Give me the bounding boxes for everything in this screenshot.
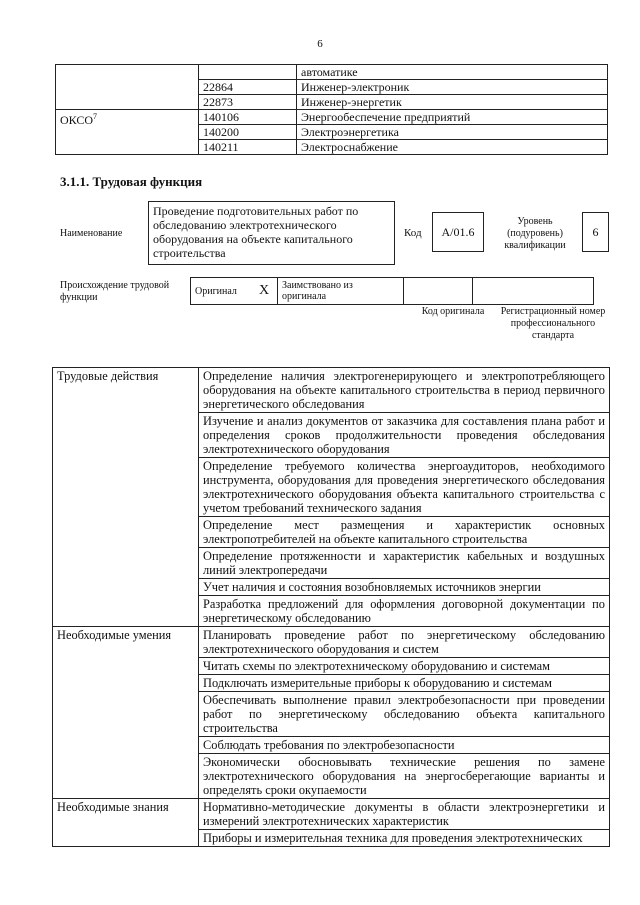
okso-label: ОКСО <box>60 113 94 127</box>
okso-code: 140211 <box>199 140 297 155</box>
item-text: Подключать измерительные приборы к оборудованию и системам <box>199 675 610 692</box>
item-text: Нормативно-методические документы в области электроэнергетики и измерений электротехнических характеристик <box>199 799 610 830</box>
item-text: Планировать проведение работ по энергетическому обследованию электротехнического оборудования и систем <box>199 627 610 658</box>
okso-code: 140200 <box>199 125 297 140</box>
item-text: Читать схемы по электротехническому оборудованию и системам <box>199 658 610 675</box>
okso-name: Электроснабжение <box>297 140 608 155</box>
okso-footnote: 7 <box>93 112 98 121</box>
okso-code: 140106 <box>199 110 297 125</box>
table-row <box>53 799 610 830</box>
okso-code <box>199 65 297 80</box>
code-caption: Код оригинала <box>421 306 485 317</box>
origin-label: Происхождение трудовой функции <box>60 280 170 303</box>
okso-label-cell <box>56 110 199 155</box>
origin-original: Оригинал <box>191 278 252 305</box>
item-text: Экономически обосновывать технические решения по замене электротехнического оборудования на энергосберегающие варианты и определять сроки окупаемости <box>199 754 610 799</box>
okso-code: 22873 <box>199 95 297 110</box>
item-text: Определение наличия электрогенерирующего и электропотребляющего оборудования на объекте капитального строительства в период первичного энергетического обследования <box>199 368 610 413</box>
code-label: Код <box>404 227 422 239</box>
category-label: Необходимые умения <box>53 627 199 799</box>
section-title: 3.1.1. Трудовая функция <box>60 174 203 189</box>
origin-reg-cell <box>473 278 594 305</box>
item-text: Определение мест размещения и характеристик основных электропотребителей на объекте капитального строительства <box>199 517 610 548</box>
function-code: А/01.6 <box>432 212 484 252</box>
category-label: Необходимые знания <box>53 799 199 847</box>
item-text: Обеспечивать выполнение правил электробезопасности при проведении работ по энергетическому обследованию объекта капитального строительства <box>199 692 610 737</box>
origin-table <box>190 277 594 305</box>
item-text: Изучение и анализ документов от заказчика для составления плана работ и определения сроков продолжительности проведения обследования электротехнического оборудования <box>199 413 610 458</box>
function-level: 6 <box>582 212 609 252</box>
okso-name: Инженер-электроник <box>297 80 608 95</box>
okso-code: 22864 <box>199 80 297 95</box>
okso-name: Электроэнергетика <box>297 125 608 140</box>
item-text: Соблюдать требования по электробезопасности <box>199 737 610 754</box>
okso-name: Инженер-энергетик <box>297 95 608 110</box>
page-number: 6 <box>317 38 323 50</box>
item-text: Определение протяженности и характеристик кабельных и воздушных линий электропередачи <box>199 548 610 579</box>
okso-label-cell-empty <box>56 65 199 110</box>
item-text: Приборы и измерительная техника для проведения электротехнических <box>199 830 610 847</box>
category-label: Трудовые действия <box>53 368 199 627</box>
origin-borrowed: Заимствовано из оригинала <box>278 278 404 305</box>
name-label: Наименование <box>60 228 123 239</box>
okso-name: автоматике <box>297 65 608 80</box>
level-label: Уровень (подуровень) квалификации <box>504 216 566 251</box>
origin-mark: X <box>251 278 278 305</box>
okso-name: Энергообеспечение предприятий <box>297 110 608 125</box>
table-row <box>53 368 610 413</box>
table-row <box>53 627 610 658</box>
reg-caption: Регистрационный номер профессионального стандарта <box>500 306 606 341</box>
function-details-table <box>52 367 610 847</box>
origin-code-cell <box>404 278 473 305</box>
okso-table <box>55 64 608 155</box>
okso-row <box>56 110 608 125</box>
item-text: Разработка предложений для оформления договорной документации по энергетическому обследованию <box>199 596 610 627</box>
okso-row <box>56 65 608 80</box>
item-text: Определение требуемого количества энергоаудиторов, необходимого инструмента, оборудования для проведения энергетического обследования электротехнического оборудования объекта капитального строительства с учетом требований технического задания <box>199 458 610 517</box>
item-text: Учет наличия и состояния возобновляемых источников энергии <box>199 579 610 596</box>
function-name: Проведение подготовительных работ по обследованию электротехнического оборудования на объекте капитального строительства <box>148 201 395 265</box>
